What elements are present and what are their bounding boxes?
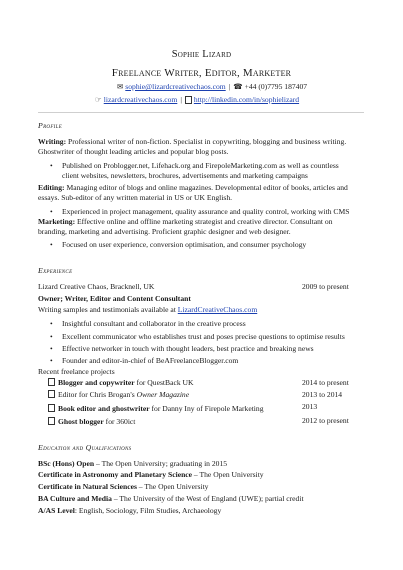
education-item: [38, 459, 227, 469]
list-item: [50, 332, 345, 341]
profile-marketing-line-2: branding, marketing and advertising. Proficient graphic designer and web designer.: [38, 227, 291, 236]
education-item: [38, 470, 264, 480]
bullet-text: Founder and editor-in-chief of BeAFreelanceBlogger.com: [62, 356, 239, 365]
bullet-text: Insightful consultant and collaborator in the creative process: [62, 319, 246, 328]
profile-writing-line: [38, 137, 346, 147]
bullet-icon: •: [50, 161, 53, 170]
envelope-icon: ✉: [117, 82, 124, 91]
project-client: for QuestBack UK: [134, 378, 194, 387]
phone-number: +44 (0)7795 187407: [244, 82, 308, 91]
position-title: Owner; Writer, Editor and Content Consultant: [38, 294, 191, 303]
qualification-detail: : English, Sociology, Film Studies, Archaeology: [74, 506, 222, 515]
checkbox-icon: [48, 417, 55, 425]
employer-dates: 2009 to present: [302, 282, 349, 291]
recent-projects-label: Recent freelance projects: [38, 367, 115, 376]
project-client: for Danny Iny of Firepole Marketing: [149, 404, 264, 413]
profile-marketing-line: [38, 217, 333, 227]
checkbox-icon: [48, 404, 55, 412]
email-link[interactable]: sophie@lizardcreativechaos.com: [125, 82, 226, 91]
bullet-icon: •: [50, 319, 53, 328]
qualification-detail: – The University of the West of England (UWE); partial credit: [111, 494, 304, 503]
bullet-icon: •: [50, 344, 53, 353]
checkbox-icon: [48, 378, 55, 386]
project-dates: 2012 to present: [302, 416, 349, 425]
contact-line-1: [117, 82, 307, 91]
candidate-role: Freelance Writer, Editor, Marketer: [111, 67, 292, 79]
bullet-icon: •: [50, 356, 53, 365]
list-item: [50, 356, 238, 365]
list-item: [50, 319, 246, 328]
section-title-education: Education and Qualifications: [38, 443, 132, 452]
education-item: [38, 506, 221, 516]
candidate-name: Sophie Lizard: [171, 49, 232, 60]
profile-writing-line-2: Ghostwriter of thought leading articles and popular blog posts.: [38, 147, 229, 156]
writing-label: Writing:: [38, 137, 67, 146]
qualification-detail: – The Open University; graduating in 2015: [94, 459, 228, 468]
editing-label: Editing:: [38, 183, 65, 192]
samples-line: [38, 305, 257, 315]
education-item: [38, 494, 304, 504]
project-item: [48, 417, 135, 427]
project-item: [48, 390, 189, 400]
bullet-text: Effective networker in touch with thought leaders, best practice and breaking news: [62, 344, 314, 353]
project-dates: 2013: [302, 402, 318, 411]
list-item: [50, 207, 349, 216]
bullet-text: Published on Problogger.net, Lifehack.org and FirepoleMarketing.com as well as countless: [62, 161, 339, 170]
bullet-text: Experienced in project management, quality assurance and quality control, working with CMS: [62, 207, 350, 216]
marketing-label: Marketing:: [38, 217, 76, 226]
pointer-icon: ☞: [95, 95, 102, 104]
contact-line-2: [95, 95, 299, 104]
linkedin-icon: [185, 96, 192, 104]
editing-text: Managing editor of blogs and online magazines. Developmental editor of books, articles and: [64, 183, 348, 192]
samples-text: Writing samples and testimonials available at: [38, 305, 178, 314]
project-item: [48, 404, 264, 414]
qualification-name: A/AS Level: [38, 506, 75, 515]
phone-icon: ☎: [233, 82, 243, 91]
education-item: [38, 482, 208, 492]
project-item: [48, 378, 193, 388]
employer-line: Lizard Creative Chaos, Bracknell, UK: [38, 282, 155, 291]
qualification-detail: – The Open University: [192, 470, 264, 479]
project-client: Editor for Chris Brogan's: [58, 390, 137, 399]
project-role: Blogger and copywriter: [58, 378, 135, 387]
list-item: [50, 344, 314, 353]
section-title-profile: Profile: [38, 121, 63, 130]
qualification-detail: – The Open University: [136, 482, 209, 491]
project-publication: Owner Magazine: [136, 390, 190, 399]
contact-separator: |: [228, 82, 231, 91]
project-dates: 2014 to present: [302, 378, 349, 387]
bullet-icon: •: [50, 207, 53, 216]
writing-text: Professional writer of non-fiction. Specialist in copywriting, blogging and business writing.: [66, 137, 347, 146]
list-item: [50, 240, 306, 249]
qualification-name: BSc (Hons) Open: [38, 459, 95, 468]
website-link[interactable]: lizardcreativechaos.com: [103, 95, 178, 104]
linkedin-link[interactable]: http://linkedin.com/in/sophielizard: [193, 95, 300, 104]
checkbox-icon: [48, 390, 55, 398]
profile-editing-line: [38, 183, 348, 193]
bullet-icon: •: [50, 240, 53, 249]
qualification-name: BA Culture and Media: [38, 494, 112, 503]
project-role: Book editor and ghostwriter: [58, 404, 150, 413]
qualification-name: Certificate in Astronomy and Planetary Science: [38, 470, 193, 479]
contact-separator: |: [180, 95, 182, 104]
list-item-continuation: client websites, newsletters, brochures, advertisements and marketing campaigns: [62, 171, 308, 180]
project-client: for 360ict: [103, 417, 136, 426]
samples-link[interactable]: LizardCreativeChaos.com: [177, 305, 258, 314]
list-item: [50, 161, 339, 170]
project-role: Ghost blogger: [58, 417, 104, 426]
qualification-name: Certificate in Natural Sciences: [38, 482, 137, 491]
header-divider: [38, 112, 364, 113]
bullet-icon: •: [50, 332, 53, 341]
profile-editing-line-2: essays. Sub-editor of any written material in US or UK English.: [38, 193, 233, 202]
bullet-text: Focused on user experience, conversion optimisation, and consumer psychology: [62, 240, 307, 249]
section-title-experience: Experience: [38, 266, 73, 275]
bullet-text: Excellent communicator who establishes trust and poses precise questions to optimise results: [62, 332, 345, 341]
project-dates: 2013 to 2014: [302, 390, 343, 399]
marketing-text: Effective online and offline marketing strategist and creative director. Consultant on: [75, 217, 333, 226]
